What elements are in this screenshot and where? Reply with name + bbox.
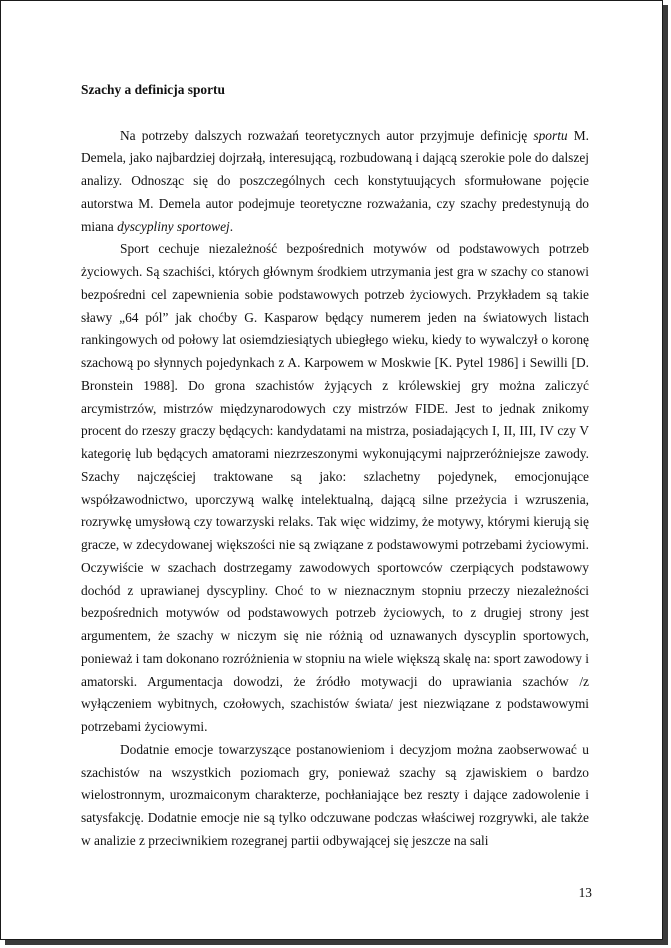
text-run: . — [229, 218, 234, 234]
text-run: Dodatnie emocje towarzyszące postanowieniom i decyzjom można zaobserwować u szachistów na wszystkich poziomach gry, ponieważ szachy są zjawiskiem o bardzo wielostronnym, urozmaiconym charakterze, pochłaniające bez reszty i dające zadowolenie i satysfakcję. Dodatnie emocje nie są tylko odczuwane podczas właściwej rozgrywki, ale także w analizie z przeciwnikiem rozegranej partii odbywającej się jeszcze na sali — [81, 741, 589, 848]
italic-text-run: dyscypliny sportowej — [117, 218, 230, 234]
body-paragraph — [81, 125, 589, 239]
body-paragraph — [81, 739, 589, 853]
text-run: Sport cechuje niezależność bezpośrednich motywów od podstawowych potrzeb życiowych. Są szachiści, których głównym środkiem utrzymania jest gra w szachy co stanowi bezpośredni cel zapewnienia sobie podstawowych potrzeb życiowych. Przykładem są takie sławy „64 pól” jak choćby G. Kasparow będący numerem jeden na światowych listach rankingowych od połowy lat osiemdziesiątych ubiegłego wieku, kiedy to wywalczył o koronę szachową po słynnych pojedynkach z A. Karpowem w Moskwie [K. Pytel 1986] i Sewilli [D. Bronstein 1988]. Do grona szachistów żyjących z królewskiej gry można zaliczyć arcymistrzów, mistrzów międzynarodowych czy mistrzów FIDE. Jest to jednak znikomy procent do rzeszy graczy będących: kandydatami na mistrza, posiadających I, II, III, IV czy V kategorię lub będących amatorami niezrzeszonymi wykonującymi najprzeróżniejsze zawody. Szachy najczęściej traktowane są jako: szlachetny pojedynek, emocjonujące współzawodnictwo, uporczywą walkę intelektualną, dającą silne przeżycia i wzruszenia, rozrywkę umysłową czy towarzyski relaks. Tak więc widzimy, że motywy, którymi kierują się gracze, w zdecydowanej większości nie są związane z podstawowymi potrzebami życiowymi. Oczywiście w szachach dostrzegamy zawodowych sportowców czerpiących podstawowy dochód z uprawianej dyscypliny. Choć to w nieznacznym stopniu przeczy niezależności bezpośrednich motywów od podstawowych potrzeb życiowych, to z drugiej strony jest argumentem, że szachy w niczym się nie różnią od uznawanych dyscyplin sportowych, ponieważ i tam dokonano rozróżnienia w stopniu na wiele większą skalę na: sport zawodowy i amatorski. Argumentacja dowodzi, że źródło motywacji do uprawiania szachów /z wyłączeniem wybitnych, czołowych, szachistów świata/ jest niezwiązane z podstawowymi potrzebami życiowymi. — [81, 241, 589, 734]
body-paragraph — [81, 238, 589, 739]
text-run: Na potrzeby dalszych rozważań teoretycznych autor przyjmuje definicję — [120, 127, 534, 143]
page-number: 13 — [578, 885, 592, 900]
italic-text-run: sportu — [533, 127, 568, 143]
paragraph-container — [81, 125, 589, 853]
document-body — [81, 79, 589, 853]
text-run: M. Demela, jako najbardziej dojrzałą, interesującą, rozbudowaną i dającą szerokie pole do dalszej analizy. Odnosząc się do poszczególnych cech konstytuujących sformułowane pojęcie autorstwa M. Demela autor podejmuje teoretyczne rozważania, czy szachy predestynują do miana — [81, 127, 589, 234]
section-heading: Szachy a definicja sportu — [81, 82, 225, 97]
